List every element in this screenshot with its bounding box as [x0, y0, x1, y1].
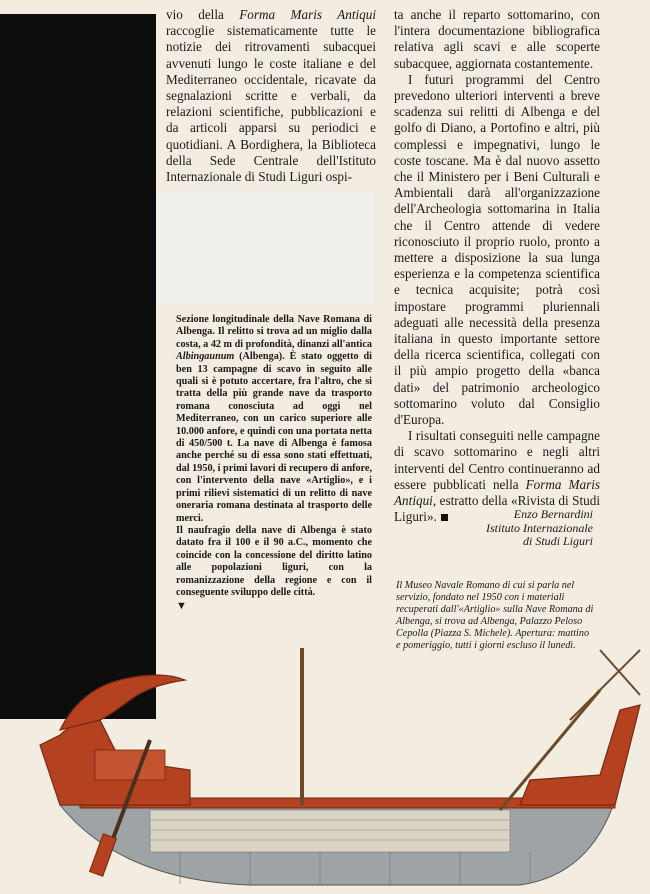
article-column-right	[394, 7, 600, 526]
photo-area	[156, 190, 375, 304]
caption-marker-icon: ▼	[176, 600, 187, 613]
museum-caption: Il Museo Navale Romano di cui si parla nel servizio, fondato nel 1950 con i materiali recuperati dall'«Artiglio» sulla Nave Romana di Albenga, si trova ad Albenga, Palazzo Peloso Cepolla (Piazza S. Michele). Apertura: mattino e pomeriggio, tutti i giorni escluso il lunedì.	[396, 580, 594, 652]
ship-section-drawing	[40, 648, 640, 885]
caption-paragraph: Sezione longitudinale della Nave Romana di Albenga. Il relitto si trova ad un miglio dalla costa, a 42 m di profondità, dinanzi all'antica Albingaunum (Albenga). È stato oggetto di ben 13 campagne di scavo in seguito alle quali si è potuto accertare, fra l'altro, che si tratta della più grande nave da trasporto romana conosciuta ad oggi nel Mediterraneo, con un carico superiore alle 10.000 anfore, e quindi con una portata netta di 450/500 t. La nave di Albenga è famosa anche perché su di essa sono stati effettuati, dal 1950, i primi lavori di recupero di anfore, con l'intervento della nave «Artiglio», e i primi rilievi sistematici di un relitto di nave oneraria romana destinata al trasporto delle merci.	[176, 314, 372, 524]
ship-illustration	[0, 600, 650, 894]
author-name: Enzo Bernardini	[513, 507, 593, 521]
author-institution-line1: Istituto Internazionale	[486, 520, 593, 535]
caption-paragraph: Il naufragio della nave di Albenga è stato datato fra il 100 e il 90 a.C., momento che coincide con la concessione del diritto latino alle popolazioni liguri, con la romanizzazione della regione e con il conseguente sviluppo delle città.	[176, 524, 372, 598]
left-column-paragraph: vio della Forma Maris Antiqui raccoglie sistematicamente tutte le notizie dei ritrovamenti subacquei avvenuti lungo le coste italiane e del Mediterraneo occidentale, ricavate da segnalazioni scritte e verbali, da relazioni scientifiche, pubblicazioni e da articoli apparsi su periodici e quotidiani. A Bordighera, la Biblioteca della Sede Centrale dell'Istituto Internazionale di Studi Liguri ospi-	[166, 7, 377, 185]
right-column-paragraph: I futuri programmi del Centro prevedono ulteriori interventi a breve scadenza sui relitti di Albenga e del golfo di Diano, a Portofino e altri, più complessi e impegnativi, lungo le coste toscane. Ma è dal nuovo assetto che il Ministero per i Beni Culturali e Ambientali darà all'organizzazione dell'Archeologia sottomarina in Italia che il Centro attende di vedere riconosciuto il proprio ruolo, pronto a mettere a disposizione la sua lunga esperienza e la competenza scientifica e tecnica acquisite; potrà così impostare programmi pluriennali adeguati alle necessità della presenza italiana in questo importante settore della ricerca scientifica, collegati con il più ampio progetto della «banca dati» del patrimonio archeologico sottomarino voluto dal Consiglio d'Europa.	[394, 71, 600, 428]
right-column-paragraph: ta anche il reparto sottomarino, con l'intera documentazione bibliografica relativa agli scavi e alle scoperte subacquee, aggiornata costantemente.	[394, 7, 600, 71]
ship-caption	[176, 314, 372, 612]
author-institution-line2: di Studi Liguri	[522, 534, 593, 548]
article-column-left	[166, 7, 376, 185]
author-signature	[413, 508, 593, 549]
right-column-paragraph: I risultati conseguiti nelle campagne di scavo sottomarino e negli altri interventi del Centro continueranno ad essere pubblicati nella Forma Maris Antiqui, estratto della «Rivista di Studi Liguri».	[394, 428, 600, 525]
